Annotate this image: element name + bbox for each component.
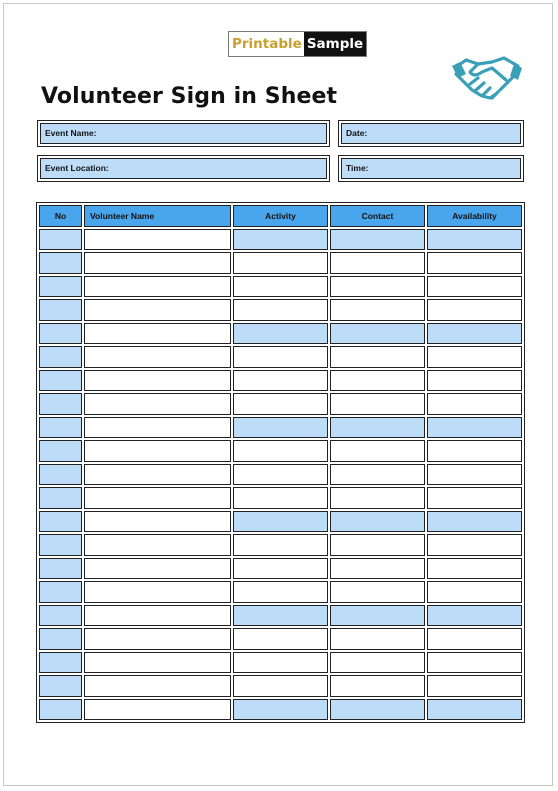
- cell-activity[interactable]: [233, 558, 328, 580]
- cell-volunteer-name[interactable]: [84, 252, 231, 274]
- table-row: [39, 440, 522, 462]
- cell-no: [39, 605, 82, 627]
- cell-volunteer-name[interactable]: [84, 346, 231, 368]
- cell-contact[interactable]: [330, 487, 425, 509]
- cell-activity[interactable]: [233, 346, 328, 368]
- cell-contact[interactable]: [330, 558, 425, 580]
- cell-availability[interactable]: [427, 323, 522, 345]
- cell-availability[interactable]: [427, 299, 522, 321]
- cell-no: [39, 370, 82, 392]
- cell-contact[interactable]: [330, 652, 425, 674]
- cell-contact[interactable]: [330, 464, 425, 486]
- event-name-field[interactable]: [37, 120, 330, 147]
- cell-no: [39, 628, 82, 650]
- cell-volunteer-name[interactable]: [84, 628, 231, 650]
- table-row: [39, 487, 522, 509]
- date-label: Date:: [341, 123, 521, 144]
- cell-no: [39, 699, 82, 721]
- cell-volunteer-name[interactable]: [84, 464, 231, 486]
- cell-activity[interactable]: [233, 229, 328, 251]
- cell-volunteer-name[interactable]: [84, 581, 231, 603]
- table-header-row: [39, 205, 522, 227]
- cell-activity[interactable]: [233, 652, 328, 674]
- cell-availability[interactable]: [427, 440, 522, 462]
- cell-contact[interactable]: [330, 393, 425, 415]
- table-row: [39, 511, 522, 533]
- cell-no: [39, 417, 82, 439]
- cell-availability[interactable]: [427, 417, 522, 439]
- table-row: [39, 252, 522, 274]
- table-row: [39, 605, 522, 627]
- cell-availability[interactable]: [427, 581, 522, 603]
- cell-volunteer-name[interactable]: [84, 440, 231, 462]
- cell-volunteer-name[interactable]: [84, 323, 231, 345]
- table-row: [39, 417, 522, 439]
- table-row: [39, 370, 522, 392]
- cell-activity[interactable]: [233, 487, 328, 509]
- cell-activity[interactable]: [233, 675, 328, 697]
- handshake-icon: [452, 52, 522, 104]
- table-row: [39, 299, 522, 321]
- cell-activity[interactable]: [233, 605, 328, 627]
- cell-no: [39, 229, 82, 251]
- time-field[interactable]: [338, 155, 524, 182]
- cell-no: [39, 252, 82, 274]
- table-row: [39, 675, 522, 697]
- cell-no: [39, 675, 82, 697]
- table-row: [39, 699, 522, 721]
- table-row: [39, 346, 522, 368]
- cell-availability[interactable]: [427, 652, 522, 674]
- cell-activity[interactable]: [233, 370, 328, 392]
- header-activity: Activity: [233, 205, 328, 227]
- page-title: Volunteer Sign in Sheet: [41, 84, 338, 109]
- table-row: [39, 393, 522, 415]
- cell-availability[interactable]: [427, 534, 522, 556]
- table-row: [39, 534, 522, 556]
- event-location-field[interactable]: [37, 155, 330, 182]
- cell-availability[interactable]: [427, 675, 522, 697]
- cell-availability[interactable]: [427, 276, 522, 298]
- header-contact: Contact: [330, 205, 425, 227]
- cell-no: [39, 393, 82, 415]
- cell-activity[interactable]: [233, 440, 328, 462]
- cell-no: [39, 346, 82, 368]
- cell-volunteer-name[interactable]: [84, 652, 231, 674]
- cell-availability[interactable]: [427, 511, 522, 533]
- cell-contact[interactable]: [330, 229, 425, 251]
- cell-availability[interactable]: [427, 464, 522, 486]
- cell-availability[interactable]: [427, 393, 522, 415]
- cell-contact[interactable]: [330, 276, 425, 298]
- cell-no: [39, 652, 82, 674]
- cell-volunteer-name[interactable]: [84, 511, 231, 533]
- volunteer-table: [36, 202, 525, 723]
- header-availability: Availability: [427, 205, 522, 227]
- printable-sample-logo: [228, 31, 367, 57]
- cell-contact[interactable]: [330, 534, 425, 556]
- cell-activity[interactable]: [233, 511, 328, 533]
- cell-volunteer-name[interactable]: [84, 699, 231, 721]
- cell-availability[interactable]: [427, 605, 522, 627]
- header-volunteer-name: Volunteer Name: [84, 205, 231, 227]
- cell-activity[interactable]: [233, 252, 328, 274]
- table-row: [39, 652, 522, 674]
- cell-no: [39, 487, 82, 509]
- time-label: Time:: [341, 158, 521, 179]
- cell-availability[interactable]: [427, 252, 522, 274]
- cell-contact[interactable]: [330, 252, 425, 274]
- event-location-label: Event Location:: [40, 158, 327, 179]
- cell-availability[interactable]: [427, 229, 522, 251]
- cell-no: [39, 581, 82, 603]
- cell-contact[interactable]: [330, 581, 425, 603]
- cell-no: [39, 464, 82, 486]
- cell-volunteer-name[interactable]: [84, 417, 231, 439]
- cell-volunteer-name[interactable]: [84, 675, 231, 697]
- cell-activity[interactable]: [233, 534, 328, 556]
- table-body: [39, 229, 522, 721]
- cell-no: [39, 440, 82, 462]
- cell-activity[interactable]: [233, 699, 328, 721]
- cell-volunteer-name[interactable]: [84, 487, 231, 509]
- table-row: [39, 558, 522, 580]
- cell-volunteer-name[interactable]: [84, 299, 231, 321]
- cell-contact[interactable]: [330, 675, 425, 697]
- cell-contact[interactable]: [330, 370, 425, 392]
- cell-availability[interactable]: [427, 699, 522, 721]
- table-row: [39, 581, 522, 603]
- header-no: No: [39, 205, 82, 227]
- logo-part-sample: Sample: [304, 32, 366, 56]
- cell-availability[interactable]: [427, 558, 522, 580]
- table-row: [39, 323, 522, 345]
- cell-availability[interactable]: [427, 487, 522, 509]
- cell-volunteer-name[interactable]: [84, 605, 231, 627]
- cell-availability[interactable]: [427, 346, 522, 368]
- table-row: [39, 464, 522, 486]
- cell-activity[interactable]: [233, 299, 328, 321]
- cell-availability[interactable]: [427, 370, 522, 392]
- cell-no: [39, 299, 82, 321]
- table-row: [39, 276, 522, 298]
- table-row: [39, 229, 522, 251]
- cell-activity[interactable]: [233, 276, 328, 298]
- event-name-label: Event Name:: [40, 123, 327, 144]
- date-field[interactable]: [338, 120, 524, 147]
- cell-no: [39, 558, 82, 580]
- cell-no: [39, 323, 82, 345]
- cell-availability[interactable]: [427, 628, 522, 650]
- cell-contact[interactable]: [330, 299, 425, 321]
- cell-volunteer-name[interactable]: [84, 229, 231, 251]
- cell-volunteer-name[interactable]: [84, 558, 231, 580]
- cell-contact[interactable]: [330, 417, 425, 439]
- cell-contact[interactable]: [330, 628, 425, 650]
- cell-activity[interactable]: [233, 323, 328, 345]
- cell-activity[interactable]: [233, 581, 328, 603]
- cell-no: [39, 534, 82, 556]
- cell-contact[interactable]: [330, 699, 425, 721]
- cell-activity[interactable]: [233, 393, 328, 415]
- cell-contact[interactable]: [330, 605, 425, 627]
- cell-contact[interactable]: [330, 323, 425, 345]
- cell-activity[interactable]: [233, 464, 328, 486]
- cell-contact[interactable]: [330, 440, 425, 462]
- cell-no: [39, 511, 82, 533]
- cell-volunteer-name[interactable]: [84, 370, 231, 392]
- cell-no: [39, 276, 82, 298]
- cell-volunteer-name[interactable]: [84, 393, 231, 415]
- cell-volunteer-name[interactable]: [84, 534, 231, 556]
- cell-contact[interactable]: [330, 346, 425, 368]
- table-row: [39, 628, 522, 650]
- cell-activity[interactable]: [233, 628, 328, 650]
- cell-contact[interactable]: [330, 511, 425, 533]
- logo-part-printable: Printable: [229, 32, 304, 56]
- cell-volunteer-name[interactable]: [84, 276, 231, 298]
- cell-activity[interactable]: [233, 417, 328, 439]
